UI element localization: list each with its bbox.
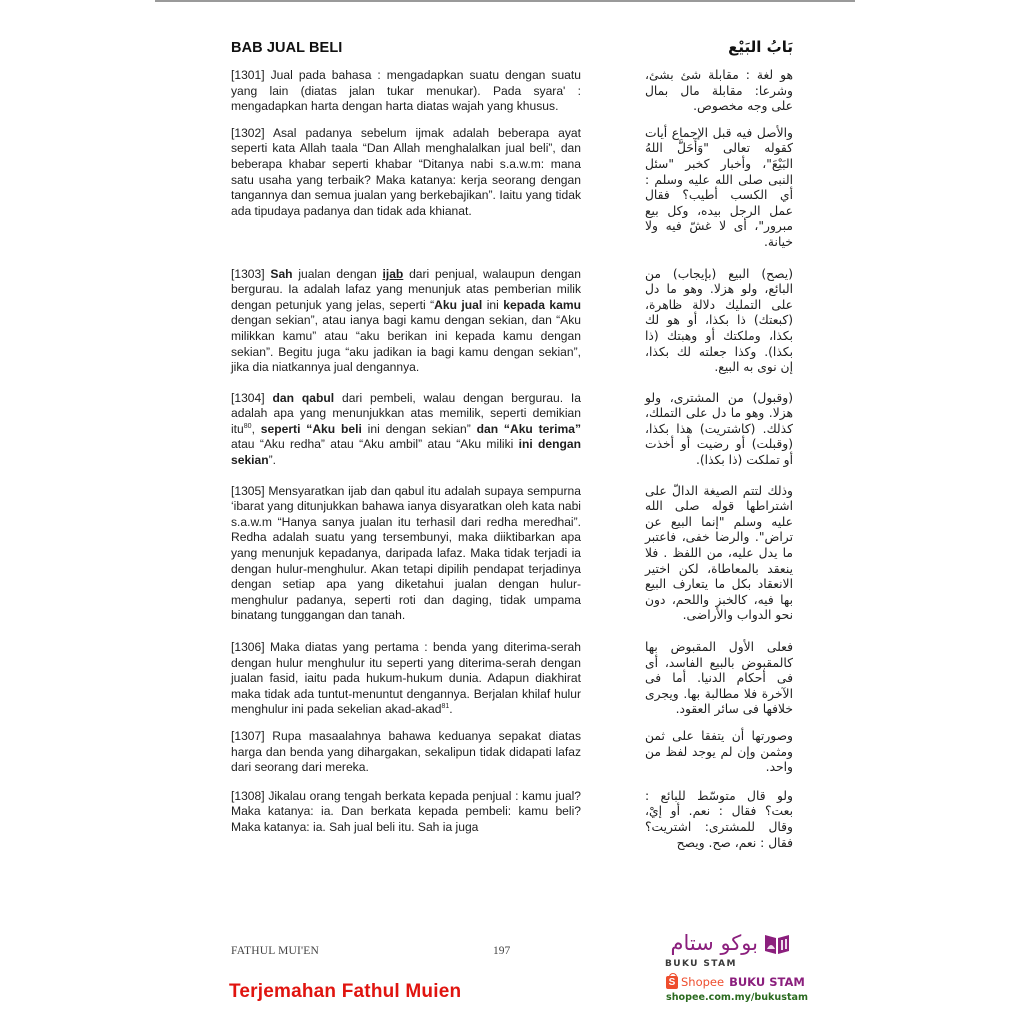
paragraph-arabic: فعلى الأول المقبوض بها كالمقبوض بالبيع الفاسد، أى فى أحكام الدنيا. أما فى الآخرة فلا مطالبة بها. ويجرى خلافها فى سائر العقود. bbox=[645, 640, 793, 717]
text-run: [1302] Asal padanya sebelum ijmak adalah beberapa ayat seperti kata Allah taala “Dan Allah menghalalkan jual beli”, dan beberapa khabar seperti khabar “Ditanya nabi s.a.w.m: mana satu usaha yang terbaik? Maka katanya: kerja seorang dengan tangannya dan semua jualan yang berkebajikan”. Iaitu yang tidak ada tipudaya padanya dan tidak ada khianat. bbox=[231, 125, 581, 218]
paragraph-latin bbox=[231, 789, 581, 836]
logo-latin-text: BUKU STAM bbox=[665, 959, 737, 969]
paragraph-arabic: وصورتها أن يتفقا على ثمن ومثمن وإن لم يوجد لفظ من واحد. bbox=[645, 728, 793, 775]
text-run: . bbox=[449, 702, 453, 717]
paragraph-arabic: والأصل فيه قبل الإجماع أيات كقوله تعالى "وَأَحَلَّ اللهُ البَيْعَ"، وأخبار كخبر "سئل النبى صلى الله عليه وسلم : أي الكسب أطيب؟ فقال عمل الرجل بيده، وكل بيع مبرور"، أى لا غشّ فيه ولا خيانة. bbox=[645, 125, 793, 249]
text-run: dari penjual, walaupun dengan bergurau. Ia adalah lafaz yang menunjuk atas pemberian milik dengan petunjuk yang jelas, seperti “ bbox=[231, 266, 582, 312]
text-run: ”. bbox=[268, 453, 277, 468]
footer-page-number: 197 bbox=[493, 945, 511, 957]
text-run: [1303] bbox=[231, 266, 271, 281]
paragraph-latin bbox=[231, 484, 581, 624]
top-rule bbox=[155, 0, 855, 2]
text-run: [1308] Jikalau orang tengah berkata kepada penjual : kamu jual? Maka katanya: ia. Dan berkata kepada pembeli: kamu beli? Maka katanya: ia. Sah jual beli itu. Sah ia juga bbox=[231, 788, 581, 834]
shopee-badge bbox=[658, 974, 805, 991]
paragraph-arabic: (يصح) البيع (بإيجاب) من البائع، ولو هزلا. وهو ما دل على التمليك دلالة ظاهرة، (كبعتك) ذا بكذا، أو هو لك بكذا، وملكتك أو وهبتك (ذا بكذا). وكذا جعلته لك بكذا، إن نوى به البيع. bbox=[645, 266, 793, 375]
emphasis-text: ini dengan sekian bbox=[231, 437, 581, 468]
text-run: [1306] Maka diatas yang pertama : benda yang diterima-serah dengan hulur menghulur itu seperti yang diterima-serah dengan jualan fasid, iaitu pada hukum-hukum dunia. Adapun diakhirat maka tidak ada tuntut-menuntut dengannya. Berjalan khilaf hulur menghulur ini pada sekelian akad-akad bbox=[231, 640, 581, 717]
paragraph-latin bbox=[231, 68, 581, 115]
text-run: jualan dengan bbox=[292, 266, 383, 281]
book-mosque-icon bbox=[764, 931, 790, 955]
paragraph-row bbox=[231, 68, 793, 115]
chapter-title-latin: BAB JUAL BELI bbox=[231, 40, 343, 56]
emphasis-text: Sah bbox=[270, 266, 293, 281]
caption-title: Terjemahan Fathul Muien bbox=[229, 981, 462, 1002]
paragraph-list bbox=[231, 68, 793, 851]
emphasis-text: dan qabul bbox=[272, 390, 335, 405]
text-run: [1307] Rupa masaalahnya bahawa keduanya sepakat diatas harga dan benda yang dihargakan, sekalipun tidak didapati lafaz dari seorang dari mereka. bbox=[231, 728, 581, 775]
page-footer bbox=[231, 945, 531, 957]
logo-arabic-text: بوكو ستام bbox=[670, 931, 758, 955]
paragraph-arabic: وذلك لتتم الصيغة الدالّ على اشتراطها قوله صلى الله عليه وسلم "إنما البيع عن تراض". والرضا خفى، فاعتبر ما يدل عليه، من اللفظ . فلا ينعقد بالمعاطاة، لكن اختير الانعقاد بكل ما يتعارف البيع بها فيه، كالخبز واللحم، دون نحو الدواب والأراضى. bbox=[645, 483, 793, 623]
text-run: [1301] Jual pada bahasa : mengadapkan suatu dengan suatu yang lain (diatas jalan tukar menukar). Pada syara' : mengadapkan harta dengan harta diatas wajah yang khusus. bbox=[231, 68, 581, 114]
shopee-brand: BUKU STAM bbox=[729, 975, 805, 989]
paragraph-arabic: ولو قال متوسّط للبائع : بعت؟ فقال : نعم. أو إيْ، وقال للمشترى: اشتريت؟ فقال : نعم، صح. ويصح bbox=[645, 788, 793, 850]
paragraph-latin bbox=[231, 391, 581, 469]
footnote-ref: 81 bbox=[441, 703, 450, 711]
buku-stam-logo bbox=[658, 928, 809, 1010]
emphasis-text: ijab bbox=[382, 266, 404, 281]
footer-book-title: FATHUL MUI'EN bbox=[231, 945, 320, 957]
text-run: [1304] bbox=[231, 390, 273, 405]
paragraph-row bbox=[231, 267, 793, 376]
paragraph-latin bbox=[231, 640, 581, 718]
shopee-label: Shopee bbox=[681, 975, 725, 989]
paragraph-latin bbox=[231, 267, 581, 376]
logo-wordmark-row bbox=[658, 928, 798, 958]
chapter-title-arabic: بَابُ البَيْع bbox=[728, 38, 793, 56]
text-run: ini dengan sekian” bbox=[361, 421, 477, 436]
paragraph-latin bbox=[231, 729, 581, 776]
text-run: [1305] Mensyaratkan ijab dan qabul itu adalah supaya sempurna ‘ibarat yang ditunjukkan bahawa ianya disyaratkan oleh kata nabi s.a.w.m “Hanya sanya jualan itu terhasil dari redha meredhai”. Redha adalah suatu yang tersembunyi, maka diiktibarkan apa yang menunjuk kepadanya, daripada lafaz. Maka tidak terjadi ia dengan hulur-menghulur. Akan tetapi dipilih pendapat terjadinya dengan setiap apa yang diketahui jualan dengan hulur-menghulur padanya, seperti roti dan daging, tidak umpama binatang tunggangan dan tanah. bbox=[231, 483, 581, 623]
book-page bbox=[231, 38, 793, 851]
shopee-bag-icon: S bbox=[666, 976, 678, 989]
emphasis-text: seperti “Aku beli bbox=[260, 421, 362, 436]
text-run: dari pembeli, walau dengan bergurau. Ia adalah apa yang menunjukkan atas memilik, seperti demikian itu bbox=[231, 390, 582, 436]
shop-url: shopee.com.my/bukustam bbox=[666, 992, 809, 1003]
paragraph-row bbox=[231, 729, 793, 776]
emphasis-text: dan “Aku terima” bbox=[476, 421, 581, 436]
paragraph-row bbox=[231, 640, 793, 718]
paragraph-row bbox=[231, 126, 793, 251]
text-run: , bbox=[251, 421, 261, 436]
text-run: ini bbox=[482, 297, 504, 312]
paragraph-latin bbox=[231, 126, 581, 220]
footnote-ref: 80 bbox=[243, 422, 252, 430]
paragraph-arabic: هو لغة : مقابلة شئ بشئ، وشرعا: مقابلة مال بمال على وجه مخصوص. bbox=[645, 68, 793, 114]
emphasis-text: kepada kamu bbox=[503, 297, 582, 312]
paragraph-row bbox=[231, 789, 793, 851]
text-run: dengan sekian”, atau ianya bagi kamu dengan sekian, dan “Aku milikkan kamu” atau “aku berikan ini kepada kamu dengan sekian”. Begitu juga “aku jadikan ia bagi kamu dengan sekian”, jika dia niatkannya jual dengannya. bbox=[231, 313, 581, 375]
paragraph-row bbox=[231, 484, 793, 624]
paragraph-row bbox=[231, 391, 793, 469]
emphasis-text: Aku jual bbox=[434, 297, 483, 312]
text-run: atau “Aku redha” atau “Aku ambil” atau “Aku miliki bbox=[231, 437, 519, 452]
paragraph-arabic: (وقبول) من المشترى، ولو هزلا. وهو ما دل على التملك، كذلك. (كاشتريت) هذا بكذا، (وقبلت) أو رضيت أو أخذت أو تملكت (ذا بكذا). bbox=[645, 390, 793, 468]
chapter-heading bbox=[231, 38, 793, 68]
